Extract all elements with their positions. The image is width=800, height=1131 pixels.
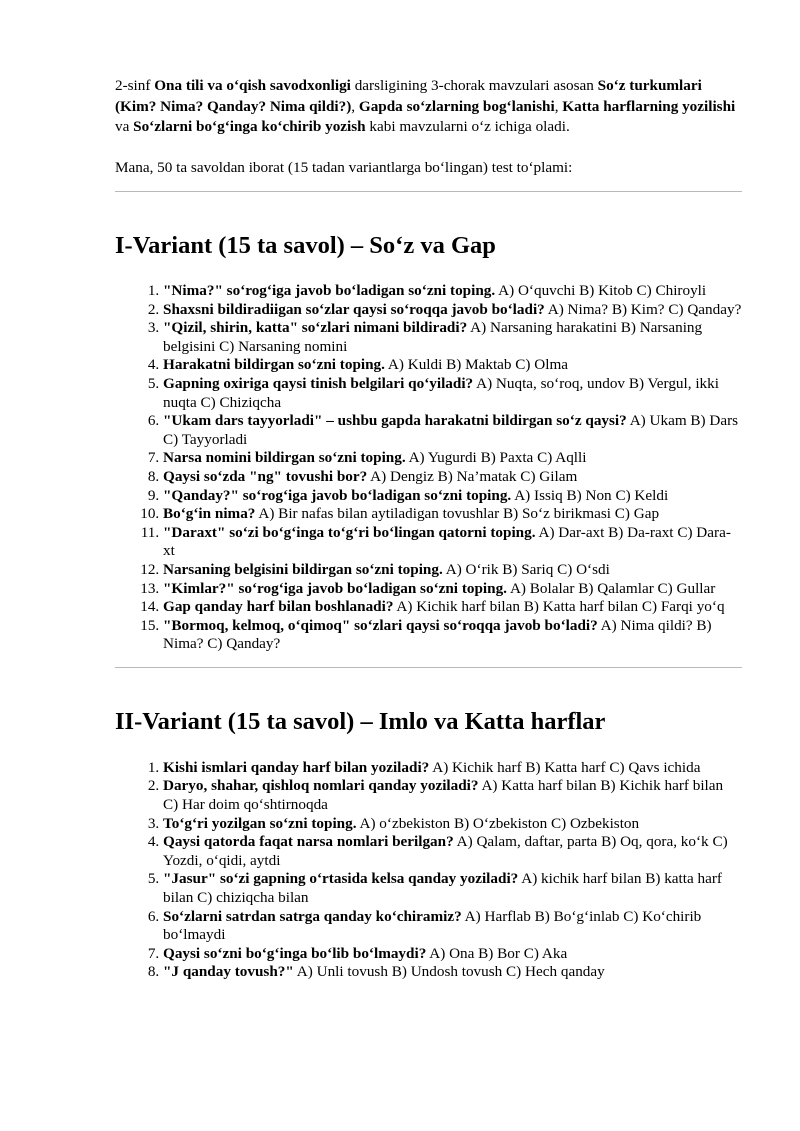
question-text: Narsaning belgisini bildirgan so‘zni toping. xyxy=(163,560,443,578)
question-text: Narsa nomini bildirgan so‘zni toping. xyxy=(163,449,406,467)
intro-topic: Gapda so‘zlarning bog‘lanishi xyxy=(358,97,555,115)
variant-2-title: II-Variant (15 ta savol) – Imlo va Katta harflar xyxy=(115,707,606,735)
answer-options: A) Unli tovush B) Undosh tovush C) Hech qanday xyxy=(293,963,605,981)
question-item xyxy=(163,945,742,964)
answer-options: A) Bir nafas bilan aytiladigan tovushlar B) So‘z birikmasi C) Gap xyxy=(255,505,660,523)
answer-options: A) Katta harf bilan B) Kichik harf bilan C) Har doim qo‘shtirnoqda xyxy=(163,777,724,814)
question-item xyxy=(163,908,742,945)
answer-options: A) Dar-axt B) Da-raxt C) Dara-xt xyxy=(163,523,731,560)
question-text: "J qanday tovush?" xyxy=(163,963,294,981)
answer-options: A) Kuldi B) Maktab C) Olma xyxy=(384,356,569,374)
question-item xyxy=(163,319,742,356)
answer-options: A) kichik harf bilan B) katta harf bilan C) chiziqcha bilan xyxy=(163,870,722,907)
question-text: Daryo, shahar, qishloq nomlari qanday yoziladi? xyxy=(163,777,479,795)
question-text: Qaysi qatorda faqat narsa nomlari berilgan? xyxy=(163,833,454,851)
intro-text: kabi mavzularni o‘z ichiga oladi. xyxy=(365,118,570,135)
question-item xyxy=(163,468,742,487)
answer-options: A) Kichik harf B) Katta harf C) Qavs ichida xyxy=(429,758,701,776)
variant-2-question-list xyxy=(115,759,742,982)
answer-options: A) Nima? B) Kim? C) Qanday? xyxy=(544,300,742,318)
intro-topic: So‘zlarni bo‘g‘inga ko‘chirib yozish xyxy=(133,118,366,135)
answer-options: A) Dengiz B) Na’matak C) Gilam xyxy=(367,467,578,485)
question-text: "Qanday?" so‘rog‘iga javob bo‘ladigan so‘zni toping. xyxy=(163,486,512,504)
question-text: Gap qanday harf bilan boshlanadi? xyxy=(163,598,394,616)
answer-options: A) Yugurdi B) Paxta C) Aqlli xyxy=(405,449,587,467)
intro-paragraph xyxy=(115,76,742,138)
question-text: "Daraxt" so‘zi bo‘g‘inga to‘g‘ri bo‘lingan qatorni toping. xyxy=(163,523,536,541)
intro-text: , xyxy=(351,97,359,115)
question-item xyxy=(163,412,742,449)
question-item xyxy=(163,777,742,814)
question-item xyxy=(163,282,742,301)
answer-options: A) Issiq B) Non C) Keldi xyxy=(511,486,669,504)
divider xyxy=(115,667,742,668)
question-text: Bo‘g‘in nima? xyxy=(163,505,256,523)
answer-options: A) Ona B) Bor C) Aka xyxy=(426,944,568,962)
question-item xyxy=(163,505,742,524)
answer-options: A) Harflab B) Bo‘g‘inlab C) Ko‘chirib bo‘lmaydi xyxy=(163,907,702,944)
intro-topic: So‘z turkumlari (Kim? Nima? Qanday? Nima qildi?) xyxy=(115,77,702,115)
intro-topic: Ona tili va o‘qish savodxonligi xyxy=(154,77,351,94)
answer-options: A) Narsaning harakatini B) Narsaning belgisini C) Narsaning nomini xyxy=(163,319,703,355)
question-item xyxy=(163,580,742,599)
intro-topic: Katta harflarning yozilishi xyxy=(562,97,736,115)
answer-options: A) O‘quvchi B) Kitob C) Chiroyli xyxy=(495,282,707,299)
question-item xyxy=(163,815,742,834)
question-text: Gapning oxiriga qaysi tinish belgilari qo‘yiladi? xyxy=(163,374,474,392)
intro-text: 2-sinf xyxy=(115,77,155,94)
question-text: "Bormoq, kelmoq, o‘qimoq" so‘zlari qaysi so‘roqqa javob bo‘ladi? xyxy=(163,616,598,634)
answer-options: A) Nuqta, so‘roq, undov B) Vergul, ikki nuqta C) Chiziqcha xyxy=(163,374,719,411)
question-item xyxy=(163,301,742,320)
question-text: So‘zlarni satrdan satrga qanday ko‘chiramiz? xyxy=(163,907,462,925)
question-item xyxy=(163,375,742,412)
question-item xyxy=(163,617,742,654)
answer-options: A) Bolalar B) Qalamlar C) Gullar xyxy=(506,579,716,597)
question-text: Kishi ismlari qanday harf bilan yoziladi? xyxy=(163,758,430,776)
variant-2-section xyxy=(115,708,742,982)
question-text: Qaysi so‘zni bo‘g‘inga bo‘lib bo‘lmaydi? xyxy=(163,944,427,962)
question-item xyxy=(163,598,742,617)
question-text: "Nima?" so‘rog‘iga javob bo‘ladigan so‘zni toping. xyxy=(163,282,496,299)
answer-options: A) Ukam B) Dars C) Tayyorladi xyxy=(163,412,739,448)
question-text: "Kimlar?" so‘rog‘iga javob bo‘ladigan so‘zni toping. xyxy=(163,579,507,597)
question-item xyxy=(163,870,742,907)
intro-collection-note: Mana, 50 ta savoldan iborat (15 tadan variantlarga bo‘lingan) test to‘plami: xyxy=(115,158,573,176)
question-item xyxy=(163,487,742,506)
divider xyxy=(115,191,742,192)
answer-options: A) O‘rik B) Sariq C) O‘sdi xyxy=(442,560,610,578)
question-item xyxy=(163,449,742,468)
answer-options: A) Qalam, daftar, parta B) Oq, qora, ko‘k C) Yozdi, o‘qidi, aytdi xyxy=(163,833,728,869)
answer-options: A) o‘zbekiston B) O‘zbekiston C) Ozbekiston xyxy=(356,814,640,832)
question-text: "Qizil, shirin, katta" so‘zlari nimani bildiradi? xyxy=(163,319,468,337)
question-text: Qaysi so‘zda "ng" tovushi bor? xyxy=(163,467,368,485)
question-item xyxy=(163,524,742,561)
question-item xyxy=(163,356,742,375)
question-item xyxy=(163,561,742,580)
variant-1-title: I-Variant (15 ta savol) – So‘z va Gap xyxy=(115,232,496,259)
question-text: Harakatni bildirgan so‘zni toping. xyxy=(163,356,385,374)
question-item xyxy=(163,759,742,778)
answer-options: A) Nima qildi? B) Nima? C) Qanday? xyxy=(163,616,712,653)
answer-options: A) Kichik harf bilan B) Katta harf bilan C) Farqi yo‘q xyxy=(393,598,725,616)
intro-text: darsligining 3-chorak mavzulari asosan xyxy=(350,77,598,94)
variant-1-section xyxy=(115,232,742,654)
intro-text: va xyxy=(115,118,134,135)
question-item xyxy=(163,833,742,870)
question-text: "Ukam dars tayyorladi" – ushbu gapda harakatni bildirgan so‘z qaysi? xyxy=(163,412,627,430)
intro-text: , xyxy=(554,97,563,115)
variant-1-question-list xyxy=(115,282,742,654)
question-text: Shaxsni bildiradiigan so‘zlar qaysi so‘roqqa javob bo‘ladi? xyxy=(163,300,545,318)
question-item xyxy=(163,963,742,982)
question-text: To‘g‘ri yozilgan so‘zni toping. xyxy=(163,814,357,832)
question-text: "Jasur" so‘zi gapning o‘rtasida kelsa qanday yoziladi? xyxy=(163,870,519,888)
